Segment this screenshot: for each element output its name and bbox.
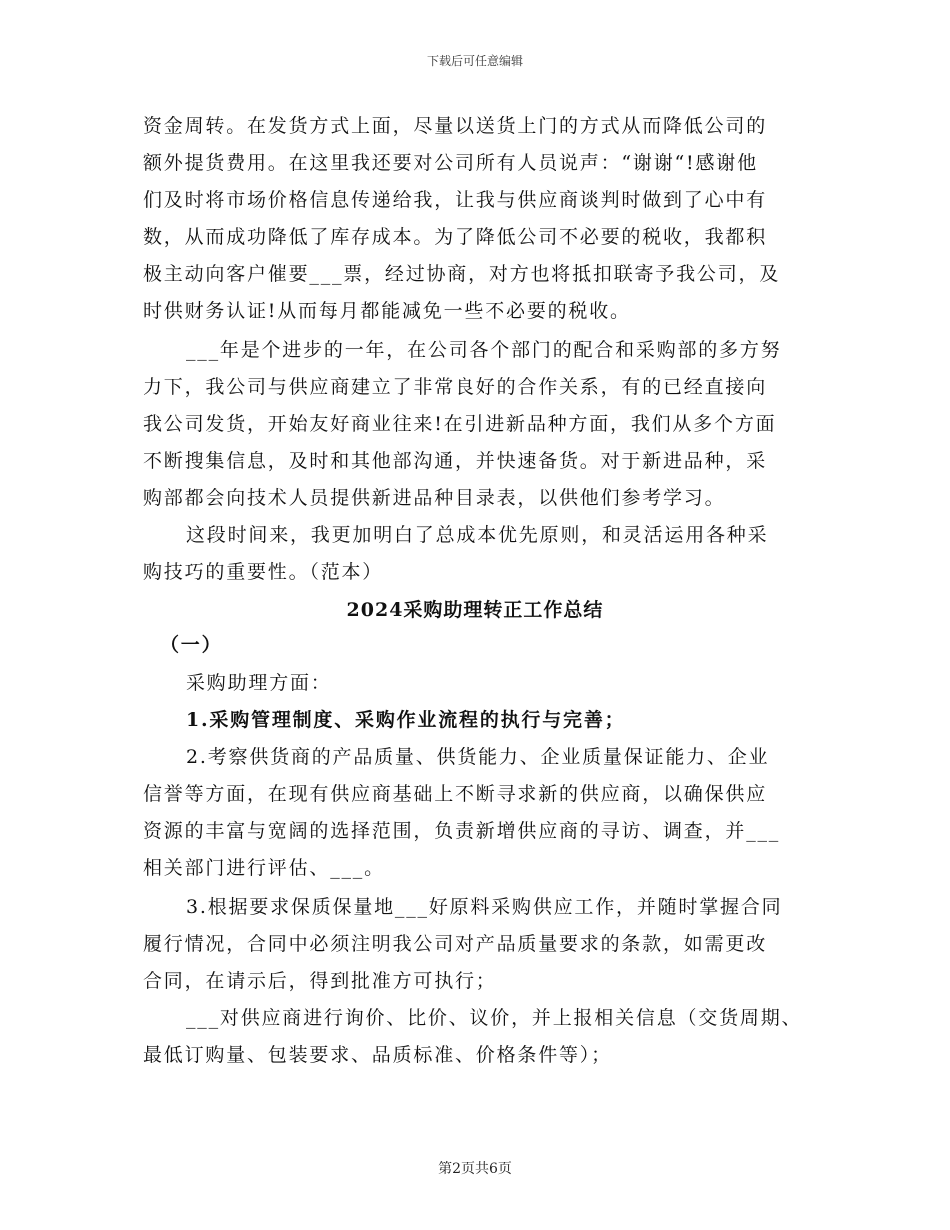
section-title: 2024采购助理转正工作总结 <box>346 599 604 621</box>
page-number: 第2页共6页 <box>438 1161 512 1177</box>
body-line: 力下，我公司与供应商建立了非常良好的合作关系，有的已经直接向 <box>143 376 768 398</box>
body-line: 1.采购管理制度、采购作业流程的执行与完善； <box>186 709 626 731</box>
body-line: 合同，在请示后，得到批准方可执行； <box>143 970 497 992</box>
body-line: 购部都会向技术人员提供新进品种目录表，以供他们参考学习。 <box>143 487 726 509</box>
body-line: 额外提货费用。在这里我还要对公司所有人员说声：“谢谢“!感谢他 <box>143 152 758 174</box>
body-line: ___对供应商进行询价、比价、议价，并上报相关信息（交货周期、 <box>186 1007 803 1029</box>
body-line: 履行情况，合同中必须注明我公司对产品质量要求的条款，如需更改 <box>143 933 768 955</box>
body-line: 2.考察供货商的产品质量、供货能力、企业质量保证能力、企业 <box>186 746 770 768</box>
body-line: 资金周转。在发货方式上面，尽量以送货上门的方式从而降低公司的 <box>143 115 768 137</box>
body-line: 采购助理方面： <box>186 672 332 694</box>
body-line: 们及时将市场价格信息传递给我，让我与供应商谈判时做到了心中有 <box>143 189 768 211</box>
body-line: 时供财务认证!从而每月都能减免一些不必要的税收。 <box>143 300 631 322</box>
body-line: 相关部门进行评估、___。 <box>143 857 385 879</box>
page-header: 下载后可任意编辑 <box>426 54 523 68</box>
body-line: 最低订购量、包装要求、品质标准、价格条件等）； <box>143 1044 612 1066</box>
body-line: 不断搜集信息，及时和其他部沟通，并快速备货。对于新进品种，采 <box>143 450 768 472</box>
body-line: 我公司发货，开始友好商业往来!在引进新品种方面，我们从多个方面 <box>143 413 777 435</box>
body-line: 3.根据要求保质保量地___好原料采购供应工作，并随时掌握合同 <box>186 896 783 918</box>
body-line: 数，从而成功降低了库存成本。为了降低公司不必要的税收，我都积 <box>143 226 768 248</box>
body-line: 信誉等方面，在现有供应商基础上不断寻求新的供应商，以确保供应 <box>143 783 768 805</box>
body-line: ___年是个进步的一年，在公司各个部门的配合和采购部的多方努 <box>186 339 782 361</box>
body-line: 资源的丰富与宽阔的选择范围，负责新增供应商的寻访、调查，并___ <box>143 820 781 842</box>
section-number: （一） <box>160 634 223 656</box>
body-line: 这段时间来，我更加明白了总成本优先原则，和灵活运用各种采 <box>186 524 769 546</box>
body-line: 购技巧的重要性。（范本） <box>143 561 384 583</box>
body-line: 极主动向客户催要___票，经过协商，对方也将抵扣联寄予我公司，及 <box>143 263 781 285</box>
